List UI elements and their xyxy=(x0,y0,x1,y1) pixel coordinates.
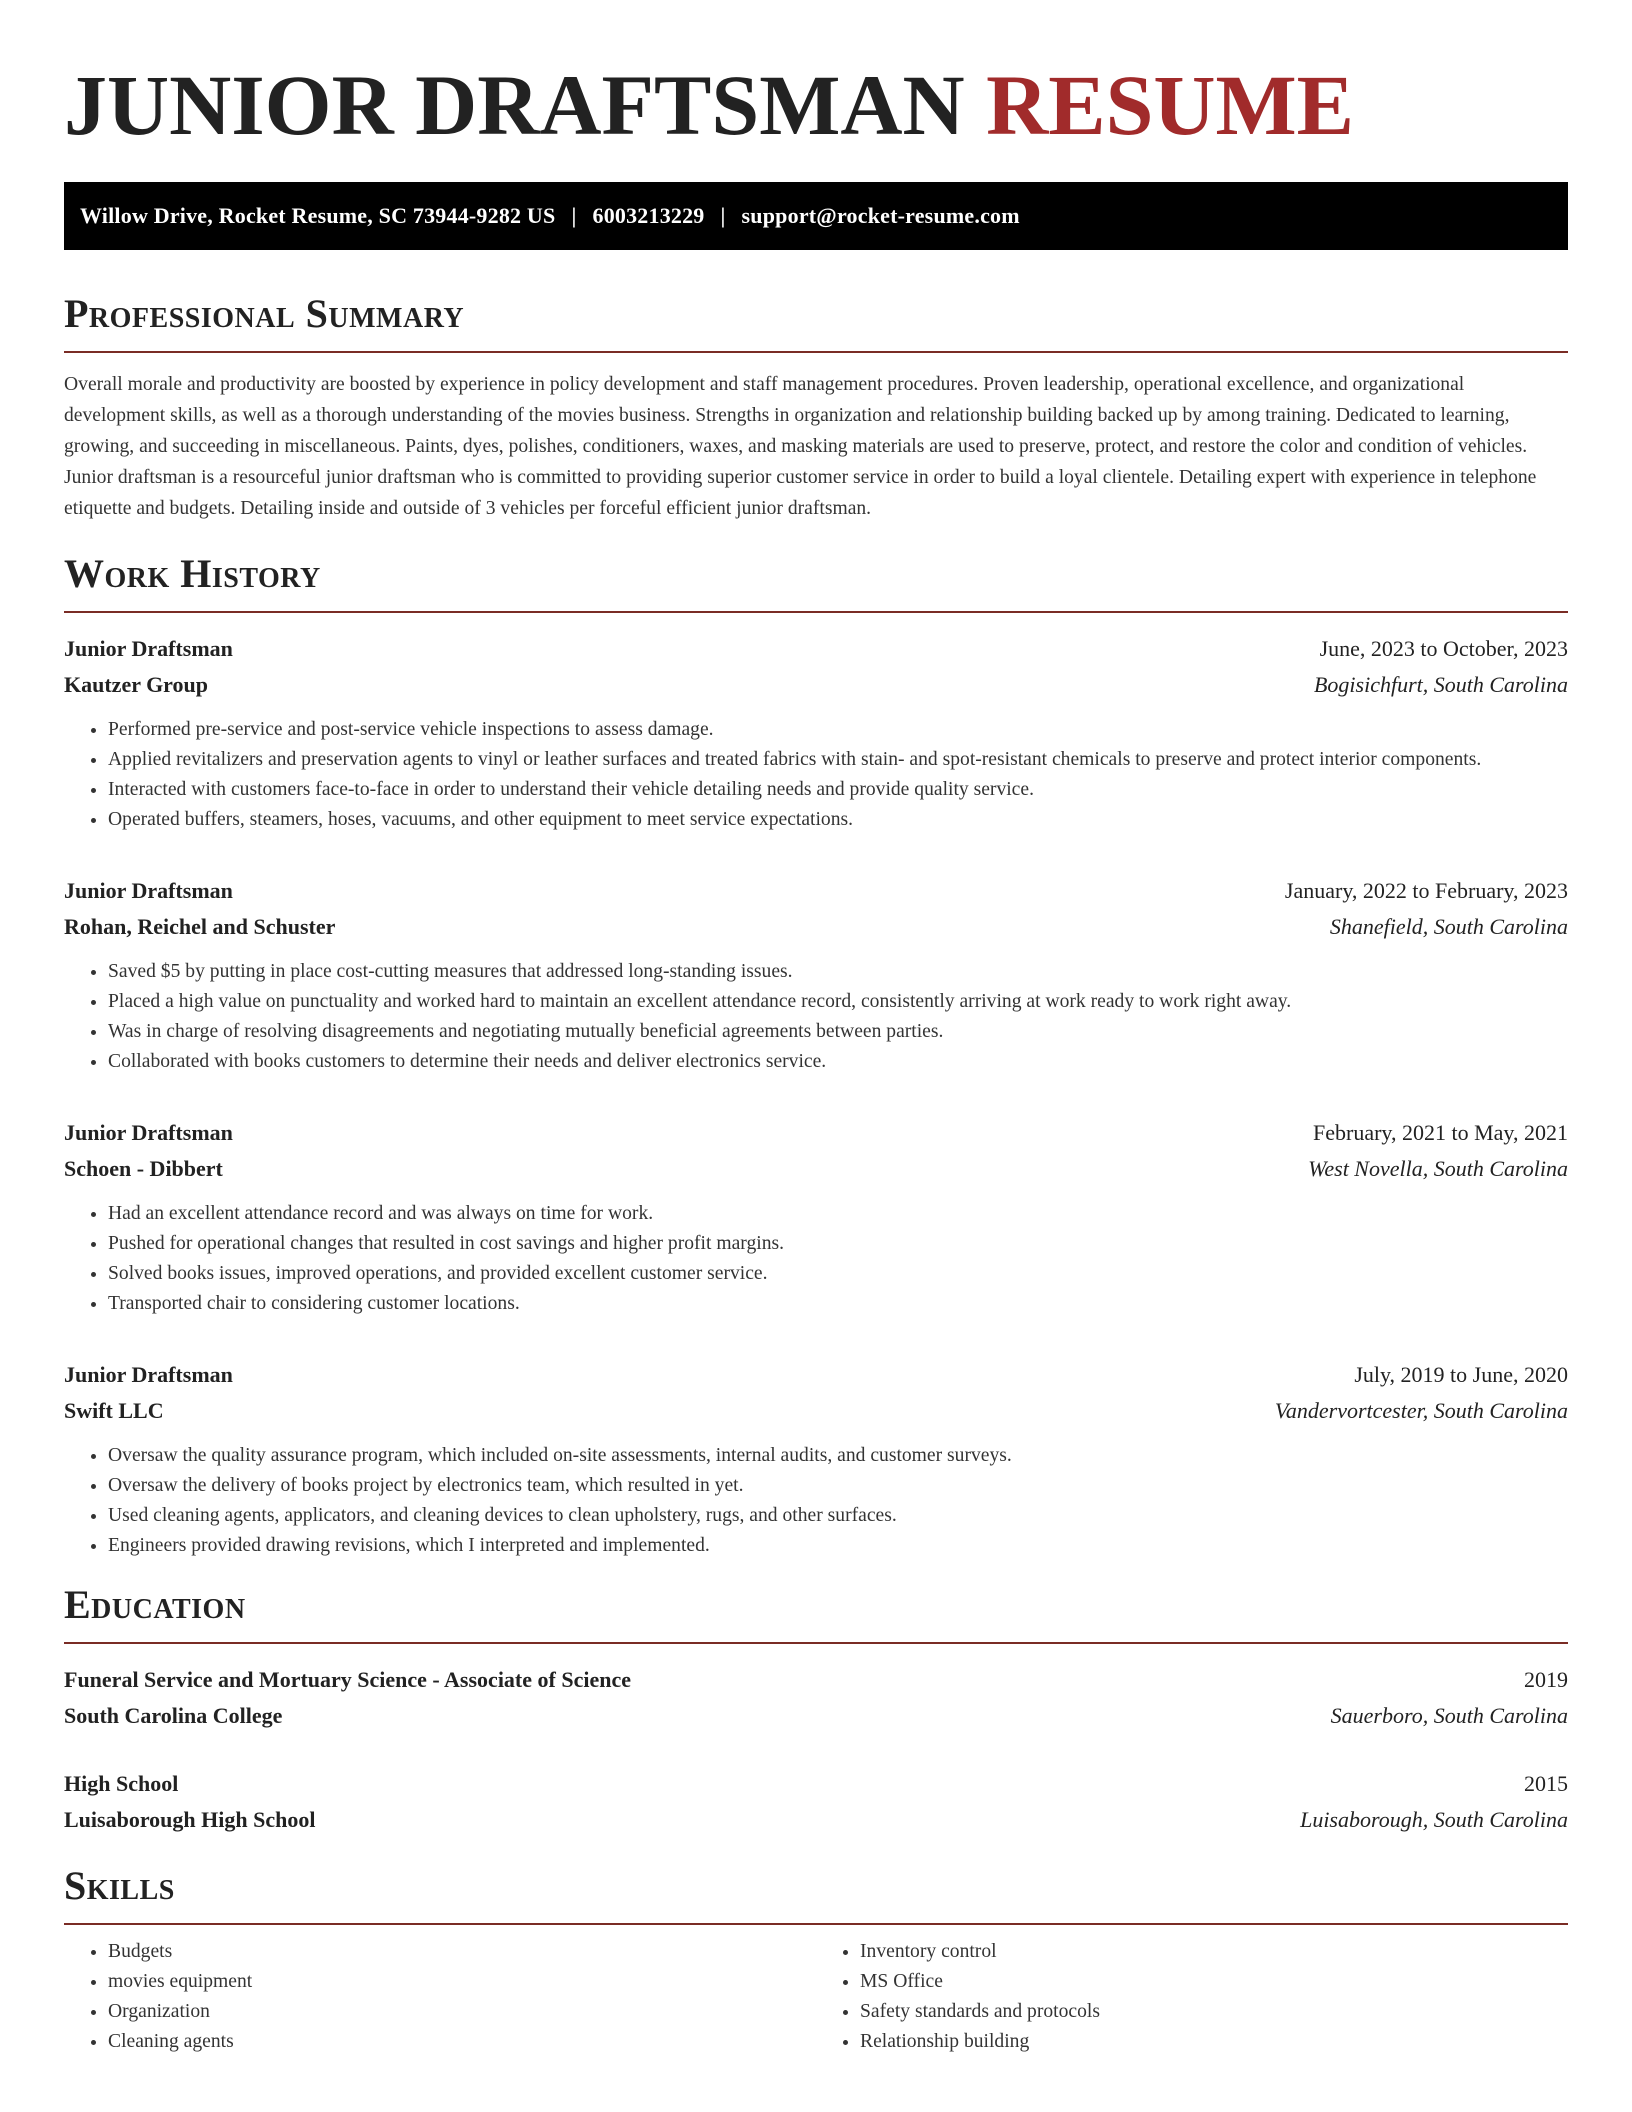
education-location: Sauerboro, South Carolina xyxy=(1330,1703,1568,1728)
list-item: • Placed a high value on punctuality and worked hard to maintain an excellent attendance record, consistently arriving at work ready to work right away. xyxy=(108,987,1568,1017)
skill-item: • Safety standards and protocols xyxy=(860,1997,1568,2027)
job-location: Bogisichfurt, South Carolina xyxy=(1313,672,1568,697)
job-subheader xyxy=(64,667,1568,703)
education-degree: High School xyxy=(64,1771,179,1796)
list-item: • Was in charge of resolving disagreements and negotiating mutually beneficial agreements between parties. xyxy=(108,1017,1568,1047)
education-location: Luisaborough, South Carolina xyxy=(1300,1807,1568,1832)
resume-title xyxy=(64,56,1568,153)
skill-item: • Relationship building xyxy=(860,2027,1568,2057)
title-accent: RESUME xyxy=(986,57,1355,153)
skills-column-2 xyxy=(816,1937,1568,2057)
list-item: • Used cleaning agents, applicators, and cleaning devices to clean upholstery, rugs, and other surfaces. xyxy=(108,1501,1568,1531)
job-bullets xyxy=(64,1199,1568,1319)
contact-separator: | xyxy=(720,203,726,228)
job-location: Vandervortcester, South Carolina xyxy=(1274,1398,1568,1423)
job-company: Kautzer Group xyxy=(64,672,209,697)
education-year: 2019 xyxy=(1524,1667,1568,1692)
job-company: Schoen - Dibbert xyxy=(64,1156,223,1181)
job-dates: February, 2021 to May, 2021 xyxy=(1313,1120,1568,1145)
education-section xyxy=(64,1582,1568,1838)
job-bullets xyxy=(64,715,1568,835)
job-company: Swift LLC xyxy=(64,1398,164,1423)
job-subheader xyxy=(64,909,1568,945)
list-item: • Applied revitalizers and preservation agents to vinyl or leather surfaces and treated fabrics with stain- and spot-resistant chemicals to preserve and protect interior components. xyxy=(108,745,1568,775)
job-header xyxy=(64,873,1568,909)
job-header xyxy=(64,631,1568,667)
education-entry xyxy=(64,1766,1568,1838)
job-location: West Novella, South Carolina xyxy=(1308,1156,1568,1181)
skills-heading: Skills xyxy=(64,1866,1568,1925)
list-item: • Interacted with customers face-to-face in order to understand their vehicle detailing needs and provide quality service. xyxy=(108,775,1568,805)
list-item: • Had an excellent attendance record and was always on time for work. xyxy=(108,1199,1568,1229)
summary-text: Overall morale and productivity are boosted by experience in policy development and staff management procedures. Proven leadership, operational excellence, and organizational development skills, as well as a thorough understanding of the movies business. Strengths in organization and relationship building backed up by among training. Dedicated to learning, growing, and succeeding in miscellaneous. Paints, dyes, polishes, conditioners, waxes, and masking materials are used to preserve, protect, and restore the color and condition of vehicles. Junior draftsman is a resourceful junior draftsman who is committed to providing superior customer service in order to build a loyal clientele. Detailing expert with experience in telephone etiquette and budgets. Detailing inside and outside of 3 vehicles per forceful efficient junior draftsman. xyxy=(64,374,1537,519)
education-heading: Education xyxy=(64,1585,1568,1644)
title-main: JUNIOR DRAFTSMAN xyxy=(64,57,965,153)
job-entry xyxy=(64,1115,1568,1319)
contact-email: support@rocket-resume.com xyxy=(741,203,1020,228)
education-school: Luisaborough High School xyxy=(64,1807,316,1832)
job-title: Junior Draftsman xyxy=(64,636,233,661)
skill-item: • Cleaning agents xyxy=(108,2027,816,2057)
skills-column-1 xyxy=(64,1937,816,2057)
contact-separator: | xyxy=(571,203,577,228)
skill-item: • movies equipment xyxy=(108,1967,816,1997)
job-title: Junior Draftsman xyxy=(64,878,233,903)
job-dates: July, 2019 to June, 2020 xyxy=(1354,1362,1568,1387)
skills-section xyxy=(64,1863,1568,2057)
job-bullets xyxy=(64,1441,1568,1561)
education-year: 2015 xyxy=(1524,1771,1568,1796)
job-dates: June, 2023 to October, 2023 xyxy=(1319,636,1568,661)
skill-item: • Organization xyxy=(108,1997,816,2027)
list-item: • Pushed for operational changes that resulted in cost savings and higher profit margins. xyxy=(108,1229,1568,1259)
job-header xyxy=(64,1115,1568,1151)
contact-address: Willow Drive, Rocket Resume, SC 73944-9282 US xyxy=(80,203,556,228)
list-item: • Oversaw the quality assurance program, which included on-site assessments, internal audits, and customer surveys. xyxy=(108,1441,1568,1471)
job-dates: January, 2022 to February, 2023 xyxy=(1284,878,1568,903)
list-item: • Solved books issues, improved operations, and provided excellent customer service. xyxy=(108,1259,1568,1289)
job-bullets xyxy=(64,957,1568,1077)
job-subheader xyxy=(64,1393,1568,1429)
education-subheader xyxy=(64,1802,1568,1838)
job-title: Junior Draftsman xyxy=(64,1362,233,1387)
list-item: • Oversaw the delivery of books project by electronics team, which resulted in yet. xyxy=(108,1471,1568,1501)
job-company: Rohan, Reichel and Schuster xyxy=(64,914,336,939)
skills-grid xyxy=(64,1937,1568,2057)
list-item: • Performed pre-service and post-service vehicle inspections to assess damage. xyxy=(108,715,1568,745)
work-heading: Work History xyxy=(64,554,1568,613)
education-entry xyxy=(64,1662,1568,1734)
education-school: South Carolina College xyxy=(64,1703,283,1728)
job-header xyxy=(64,1357,1568,1393)
job-entry xyxy=(64,1357,1568,1561)
education-degree: Funeral Service and Mortuary Science - Associate of Science xyxy=(64,1667,631,1692)
job-subheader xyxy=(64,1151,1568,1187)
skill-item: • Inventory control xyxy=(860,1937,1568,1967)
summary-heading: Professional Summary xyxy=(64,294,1568,353)
job-entry xyxy=(64,873,1568,1077)
list-item: • Saved $5 by putting in place cost-cutting measures that addressed long-standing issues. xyxy=(108,957,1568,987)
job-title: Junior Draftsman xyxy=(64,1120,233,1145)
list-item: • Collaborated with books customers to determine their needs and deliver electronics service. xyxy=(108,1047,1568,1077)
skill-item: • Budgets xyxy=(108,1937,816,1967)
list-item: • Engineers provided drawing revisions, which I interpreted and implemented. xyxy=(108,1531,1568,1561)
contact-bar xyxy=(64,182,1568,250)
skill-item: • MS Office xyxy=(860,1967,1568,1997)
job-entry xyxy=(64,631,1568,835)
list-item: • Operated buffers, steamers, hoses, vacuums, and other equipment to meet service expectations. xyxy=(108,805,1568,835)
education-header xyxy=(64,1662,1568,1698)
job-location: Shanefield, South Carolina xyxy=(1329,914,1568,939)
education-subheader xyxy=(64,1698,1568,1734)
list-item: • Transported chair to considering customer locations. xyxy=(108,1289,1568,1319)
work-section xyxy=(64,551,1568,1561)
education-header xyxy=(64,1766,1568,1802)
summary-section xyxy=(64,291,1568,524)
contact-phone: 6003213229 xyxy=(592,203,705,228)
